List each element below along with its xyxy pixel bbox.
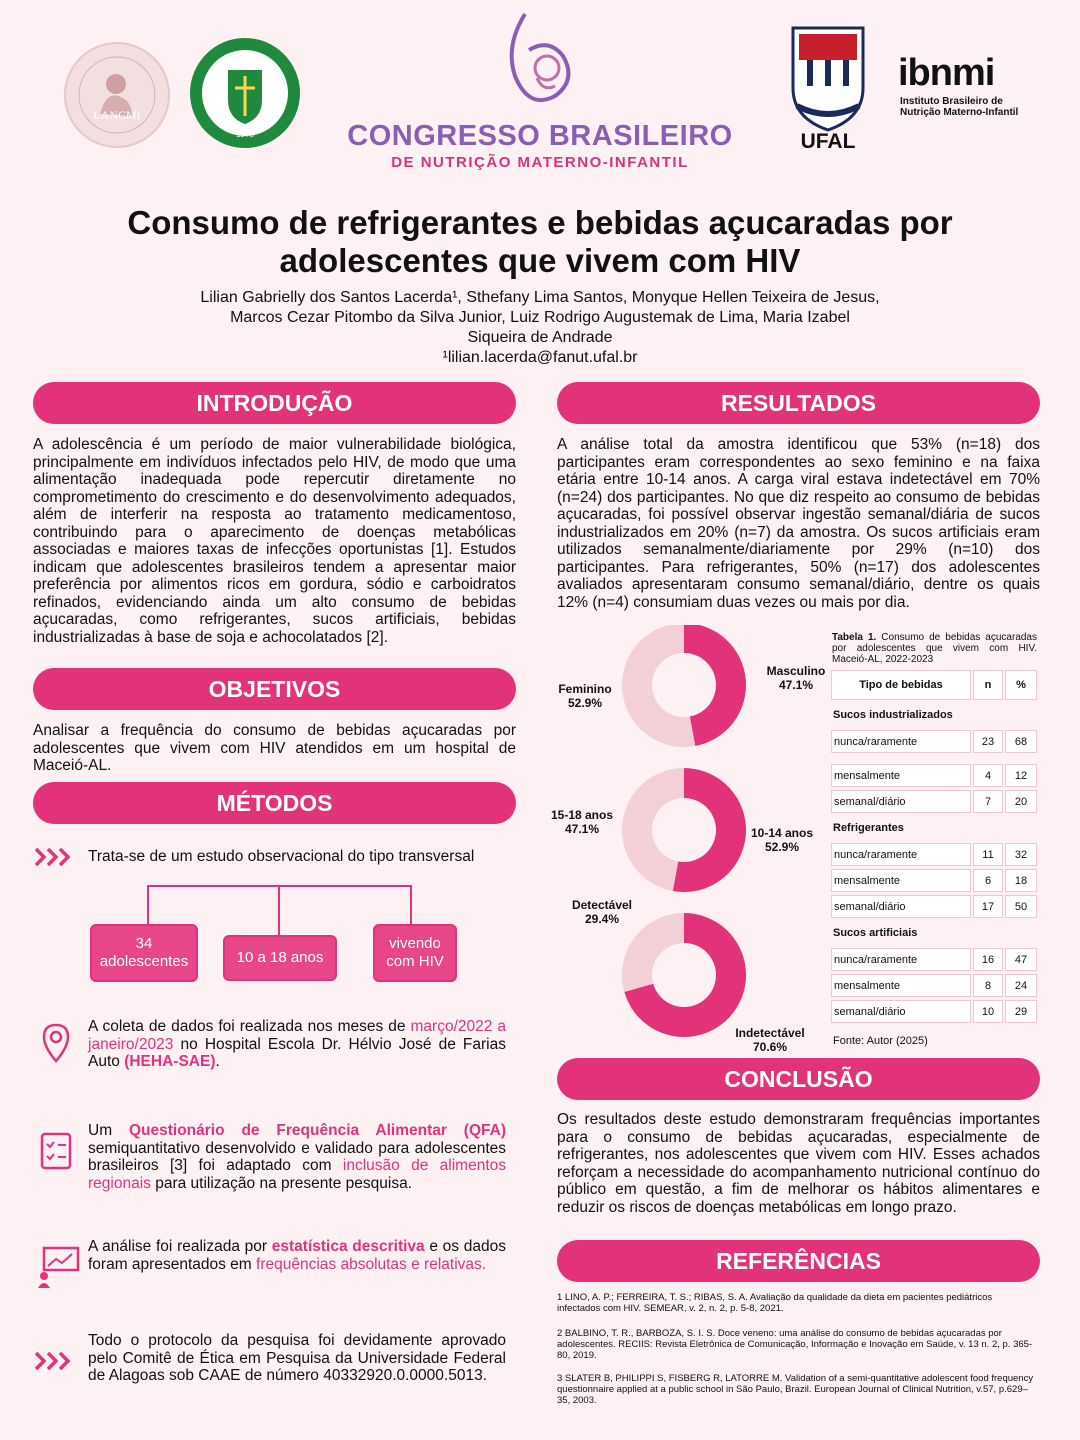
table-group-label: Sucos industrializados bbox=[833, 708, 953, 721]
intro-text: A adolescência é um período de maior vulnerabilidade biológica, principalmente em indivíduos infectados pelo HIV, de modo que uma alimentação inadequada pode repercutir diretamente no comprometimento do crescimento e do desenvolvimento adequados, além de interferir na resposta ao tratamento medicamentoso, contribuindo para o aparecimento de doenças metabólicas associadas e maiores taxas de infecções oportunistas [1]. Estudos indicam que adolescentes brasileiros tendem a apresentar maior preferência por alimentos ricos em gordura, sódio e carboidratos refinados, evidenciando ainda um alto consumo de bebidas açucaradas, como refrigerantes, sucos artificiais, bebidas industrializadas à base de soja e achocolatados [2]. bbox=[33, 436, 516, 646]
lancmi-logo bbox=[64, 42, 170, 148]
table-header-percent: % bbox=[1005, 670, 1037, 700]
donut3-label-detectavel: Detectável 29.4% bbox=[571, 898, 633, 926]
donut2-label-15-18: 15-18 anos 47.1% bbox=[550, 808, 614, 836]
table-cell-percent: 20 bbox=[1005, 790, 1037, 813]
authors-line-3: Siqueira de Andrade bbox=[467, 329, 613, 346]
coleta-text-c: no Hospital Escola Dr. Hélvio José de Farias Auto bbox=[88, 1035, 506, 1070]
box-10-18-anos: 10 a 18 anos bbox=[223, 935, 337, 981]
table-row bbox=[831, 948, 1037, 971]
table-row bbox=[831, 730, 1037, 753]
section-referencias-header: REFERÊNCIAS bbox=[557, 1240, 1040, 1282]
table-cell-n: 4 bbox=[973, 764, 1003, 787]
title-line-1: Consumo de refrigerantes e bebidas açucaradas por bbox=[127, 204, 953, 241]
qfa-text-c: semiquantitativo desenvolvido e validado para adolescentes brasileiros [3] foi adaptado com bbox=[88, 1139, 506, 1174]
authors-line-2: Marcos Cezar Pitombo da Silva Junior, Luiz Rodrigo Augustemak de Lima, Maria Izabel bbox=[230, 309, 850, 326]
table-cell-n: 17 bbox=[973, 895, 1003, 918]
author-email: ¹lilian.lacerda@fanut.ufal.br bbox=[442, 349, 638, 366]
coleta-hospital-sigla: (HEHA-SAE) bbox=[124, 1053, 216, 1070]
analise-text-a: A análise foi realizada por bbox=[88, 1238, 272, 1255]
metodos-etica: Todo o protocolo da pesquisa foi devidamente aprovado pelo Comitê de Ética em Pesquisa da Universidade Federal de Alagoas sob CAAE de número 40332920.0.0000.5013. bbox=[88, 1332, 506, 1384]
analise-estatistica: estatística descritiva bbox=[271, 1238, 425, 1255]
table-cell-n: 23 bbox=[973, 730, 1003, 753]
table-cell-n: 10 bbox=[973, 1000, 1003, 1023]
table-cell-n: 7 bbox=[973, 790, 1003, 813]
clipboard-checklist-icon bbox=[38, 1130, 78, 1172]
flow-line-v2 bbox=[278, 885, 280, 937]
table-row bbox=[831, 1000, 1037, 1023]
flow-line-v1 bbox=[147, 885, 149, 925]
coleta-periodo: março/2022 a janeiro/2023 bbox=[88, 1018, 506, 1053]
table-cell-percent: 24 bbox=[1005, 974, 1037, 997]
qfa-inclusao: inclusão de alimentos regionais bbox=[88, 1157, 507, 1192]
ufal-text: UFAL bbox=[800, 130, 856, 153]
congress-subtitle: DE NUTRIÇÃO MATERNO-INFANTIL bbox=[391, 154, 689, 171]
table-cell-frequency: mensalmente bbox=[831, 974, 971, 997]
table-row bbox=[831, 843, 1037, 866]
table-cell-percent: 47 bbox=[1005, 948, 1037, 971]
donut2-slice-15-18-anos bbox=[622, 768, 684, 891]
box-vivendo-hiv: vivendo com HIV bbox=[373, 924, 457, 982]
lancmi-mother-icon bbox=[66, 44, 168, 146]
donut3-label-indetectavel: Indetectável 70.6% bbox=[735, 1026, 805, 1054]
table-header-n: n bbox=[973, 670, 1003, 700]
qfa-text-e: para utilização na presente pesquisa. bbox=[150, 1174, 412, 1192]
ibnmi-sub2: Nutrição Materno-Infantil bbox=[900, 107, 1019, 118]
table-cell-frequency: nunca/raramente bbox=[831, 730, 971, 753]
metodos-qfa bbox=[88, 1122, 506, 1192]
analise-text-c: e os dados foram apresentados em bbox=[88, 1238, 506, 1273]
table-cell-n: 11 bbox=[973, 843, 1003, 866]
reference-3: 3 SLATER B, PHILIPPI S, FISBERG R, LATORRE M. Validation of a semi-quantitative adolescent food frequency questionnaire applied at a public school in São Paulo, Brazil. European Journal of Clinical Nutrition, v.57, p.629–35, 2003. bbox=[557, 1373, 1034, 1406]
table-cell-frequency: semanal/diário bbox=[831, 790, 971, 813]
table-group-label: Refrigerantes bbox=[833, 821, 904, 834]
table-caption bbox=[832, 632, 1037, 665]
coleta-text-a: A coleta de dados foi realizada nos meses de bbox=[88, 1018, 411, 1035]
ufal-torch-icon bbox=[783, 18, 873, 136]
coleta-text-e: . bbox=[215, 1053, 220, 1070]
presentation-chart-icon bbox=[36, 1246, 82, 1288]
conclusao-text: Os resultados deste estudo demonstraram frequências importantes para o consumo de bebidas açucaradas, especialmente de refrigerantes, nos adolescentes que vivem com HIV. Esses achados reforçam a necessidade do acompanhamento nutricional contínuo do público em questão, a fim de melhorar os hábitos alimentares e reduzir os riscos de doenças metabólicas em longo prazo. bbox=[557, 1111, 1040, 1216]
table-row bbox=[831, 764, 1037, 787]
ibnmi-logo-text: ibnmi bbox=[898, 52, 995, 94]
congress-fetus-icon bbox=[495, 6, 585, 116]
table-group-label: Sucos artificiais bbox=[833, 926, 918, 939]
table-header-tipo: Tipo de bebidas bbox=[831, 670, 971, 700]
table-group-row bbox=[831, 703, 1037, 726]
ibnmi-sub1: Instituto Brasileiro de bbox=[900, 96, 1003, 107]
congress-title: CONGRESSO BRASILEIRO bbox=[347, 120, 733, 152]
table-cell-frequency: nunca/raramente bbox=[831, 948, 971, 971]
table-cell-percent: 18 bbox=[1005, 869, 1037, 892]
donut1-slice-masculino bbox=[684, 625, 746, 746]
analise-frequencias: frequências absolutas e relativas. bbox=[256, 1255, 487, 1273]
table-cell-n: 16 bbox=[973, 948, 1003, 971]
resultados-text: A análise total da amostra identificou que 53% (n=18) dos participantes eram correspondentes ao sexo feminino e na faixa etária entre 10-14 anos. A carga viral estava indetectável em 70% (n=24) dos participantes. No que diz respeito ao consumo de bebidas açucaradas, foi possível observar ingestão semanal/diária de sucos industrializados em 20% (n=7) da amostra. Os sucos artificiais eram utilizados semanalmente/diariamente por 29% (n=10) dos participantes. Para refrigerantes, 50% (n=17) dos adolescentes avaliados apresentaram consumo semanal/diário, dentre os quais 12% (n=4) consumiam duas vezes ou mais por dia. bbox=[557, 436, 1040, 611]
table-cell-n: 8 bbox=[973, 974, 1003, 997]
table-row bbox=[831, 869, 1037, 892]
table-cell-frequency: mensalmente bbox=[831, 869, 971, 892]
table-cell-n: 6 bbox=[973, 869, 1003, 892]
table-group-row bbox=[831, 816, 1037, 839]
donut1-label-masculino: Masculino 47.1% bbox=[766, 664, 826, 692]
chevrons-icon bbox=[34, 1350, 78, 1372]
metodos-tipo-estudo: Trata-se de um estudo observacional do tipo transversal bbox=[88, 848, 475, 865]
fanut-logo bbox=[190, 38, 300, 148]
table-cell-percent: 32 bbox=[1005, 843, 1037, 866]
table-cell-percent: 68 bbox=[1005, 730, 1037, 753]
fanut-year: 1978 bbox=[236, 130, 254, 139]
flow-line-v3 bbox=[410, 885, 412, 925]
poster-title bbox=[40, 204, 1040, 280]
objetivos-text: Analisar a frequência do consumo de bebidas açucaradas por adolescentes que vivem com HIV atendidos em um hospital de Maceió-AL. bbox=[33, 722, 516, 774]
donut2-label-10-14: 10-14 anos 52.9% bbox=[750, 826, 814, 854]
table-cell-percent: 50 bbox=[1005, 895, 1037, 918]
title-line-2: adolescentes que vivem com HIV bbox=[279, 242, 801, 279]
table-cell-percent: 29 bbox=[1005, 1000, 1037, 1023]
section-intro-header: INTRODUÇÃO bbox=[33, 382, 516, 424]
donut1-label-feminino: Feminino 52.9% bbox=[558, 682, 612, 710]
table-row bbox=[831, 974, 1037, 997]
table-source: Fonte: Autor (2025) bbox=[833, 1035, 928, 1047]
table-caption-bold: Tabela 1. bbox=[832, 632, 877, 643]
table-cell-frequency: semanal/diário bbox=[831, 1000, 971, 1023]
authors bbox=[140, 288, 940, 368]
table-cell-frequency: nunca/raramente bbox=[831, 843, 971, 866]
metodos-analise bbox=[88, 1238, 506, 1273]
chevrons-icon bbox=[34, 846, 78, 868]
table-cell-frequency: mensalmente bbox=[831, 764, 971, 787]
location-pin-icon bbox=[40, 1023, 72, 1065]
section-resultados-header: RESULTADOS bbox=[557, 382, 1040, 424]
authors-line-1: Lilian Gabrielly dos Santos Lacerda¹, Sthefany Lima Santos, Monyque Hellen Teixeira de Jesus, bbox=[200, 289, 880, 306]
table-cell-percent: 12 bbox=[1005, 764, 1037, 787]
table-header-row bbox=[831, 670, 1037, 700]
section-conclusao-header: CONCLUSÃO bbox=[557, 1058, 1040, 1100]
lancmi-text: LANCMI bbox=[93, 108, 141, 122]
table-row bbox=[831, 790, 1037, 813]
reference-2: 2 BALBINO, T. R., BARBOZA, S. I. S. Doce veneno: uma análise do consumo de bebidas açucaradas por adolescentes. RECIIS: Revista Eletrônica de Comunicação, Informação e Inovação em Saúde, v. 13 n. 2, p. 365-80, 2019. bbox=[557, 1328, 1033, 1361]
reference-1: 1 LINO, A. P.; FERREIRA, T. S.; RIBAS, S. A. Avaliação da qualidade da dieta em pacientes pediátricos infectados com HIV. SEMEAR, v. 2, n. 2, p. 5-8, 2021. bbox=[557, 1292, 993, 1314]
box-34-adolescentes: 34 adolescentes bbox=[90, 924, 198, 982]
table-cell-frequency: semanal/diário bbox=[831, 895, 971, 918]
table-row bbox=[831, 895, 1037, 918]
metodos-coleta bbox=[88, 1018, 506, 1071]
section-objetivos-header: OBJETIVOS bbox=[33, 668, 516, 710]
table-caption-text: Consumo de bebidas açucaradas por adolescentes que vivem com HIV. Maceió-AL, 2022-2023 bbox=[832, 632, 1037, 665]
table-group-row bbox=[831, 921, 1037, 944]
qfa-text-a: Um bbox=[88, 1122, 129, 1139]
qfa-nome: Questionário de Frequência Alimentar (QFA) bbox=[128, 1122, 506, 1139]
section-metodos-header: MÉTODOS bbox=[33, 782, 516, 824]
